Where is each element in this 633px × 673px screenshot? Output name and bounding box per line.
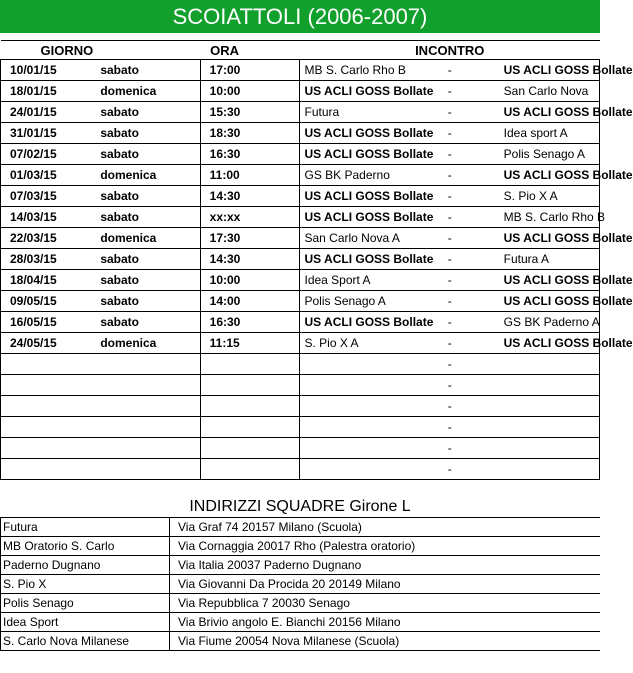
match-time [200,459,300,480]
match-date [1,375,101,396]
match-date: 24/01/15 [1,102,101,123]
match-time [200,354,300,375]
match-separator: - [400,291,500,312]
match-date [1,438,101,459]
schedule-table [0,40,633,480]
match-date: 31/01/15 [1,123,101,144]
match-away-team: Idea sport A [500,123,600,144]
match-home-team [300,354,400,375]
match-separator: - [400,228,500,249]
match-row [1,144,600,165]
header-giorno: GIORNO [1,41,201,60]
match-separator: - [400,207,500,228]
match-separator: - [400,186,500,207]
match-row [1,102,600,123]
address-row [1,575,601,594]
match-time: 11:15 [200,333,300,354]
match-day: sabato [100,312,200,333]
match-time [200,438,300,459]
match-home-team: US ACLI GOSS Bollate [300,312,400,333]
match-day: domenica [100,81,200,102]
match-time: xx:xx [200,207,300,228]
match-date: 14/03/15 [1,207,101,228]
match-date: 22/03/15 [1,228,101,249]
match-date [1,354,101,375]
match-time: 14:30 [200,186,300,207]
address-team: S. Pio X [1,575,170,594]
match-day: domenica [100,228,200,249]
match-separator: - [400,333,500,354]
header-ora: ORA [200,41,300,60]
match-time: 16:30 [200,312,300,333]
match-date [1,459,101,480]
match-away-team [500,396,600,417]
match-day: sabato [100,207,200,228]
address-value: Via Fiume 20054 Nova Milanese (Scuola) [170,632,601,651]
match-separator: - [400,459,500,480]
match-home-team: US ACLI GOSS Bollate [300,207,400,228]
match-row [1,438,600,459]
match-away-team: US ACLI GOSS Bollate [500,333,600,354]
match-time: 14:30 [200,249,300,270]
match-time: 15:30 [200,102,300,123]
address-row [1,537,601,556]
match-away-team [500,375,600,396]
match-day: sabato [100,144,200,165]
match-row [1,333,600,354]
match-home-team [300,459,400,480]
match-home-team: Idea Sport A [300,270,400,291]
match-separator: - [400,144,500,165]
match-separator: - [400,123,500,144]
match-away-team [500,417,600,438]
match-row [1,291,600,312]
addresses-table [0,517,600,651]
match-away-team: San Carlo Nova [500,81,600,102]
address-value: Via Cornaggia 20017 Rho (Palestra oratorio) [170,537,601,556]
match-day [100,396,200,417]
match-home-team: Polis Senago A [300,291,400,312]
match-away-team: MB S. Carlo Rho B [500,207,600,228]
match-row [1,60,600,81]
match-separator: - [400,165,500,186]
match-home-team: US ACLI GOSS Bollate [300,186,400,207]
match-day [100,375,200,396]
match-home-team [300,375,400,396]
match-home-team: US ACLI GOSS Bollate [300,81,400,102]
match-home-team: US ACLI GOSS Bollate [300,123,400,144]
match-day: sabato [100,123,200,144]
match-date [1,396,101,417]
match-time: 14:00 [200,291,300,312]
match-separator: - [400,312,500,333]
match-day: sabato [100,249,200,270]
match-time: 16:30 [200,144,300,165]
match-separator: - [400,102,500,123]
match-row [1,270,600,291]
match-separator: - [400,417,500,438]
match-separator: - [400,438,500,459]
match-home-team: Futura [300,102,400,123]
match-away-team: US ACLI GOSS Bollate [500,60,600,81]
match-date: 09/05/15 [1,291,101,312]
match-date: 24/05/15 [1,333,101,354]
match-row [1,123,600,144]
match-row [1,186,600,207]
address-value: Via Italia 20037 Paderno Dugnano [170,556,601,575]
match-home-team: MB S. Carlo Rho B [300,60,400,81]
address-value: Via Giovanni Da Procida 20 20149 Milano [170,575,601,594]
match-away-team: GS BK Paderno A [500,312,600,333]
match-row [1,81,600,102]
address-row [1,518,601,537]
match-day: sabato [100,102,200,123]
address-value: Via Graf 74 20157 Milano (Scuola) [170,518,601,537]
match-day [100,417,200,438]
match-row [1,249,600,270]
match-day: sabato [100,186,200,207]
match-day: sabato [100,270,200,291]
match-time: 10:00 [200,270,300,291]
match-date: 01/03/15 [1,165,101,186]
address-team: Polis Senago [1,594,170,613]
header-incontro: INCONTRO [300,41,600,60]
match-away-team: US ACLI GOSS Bollate [500,228,600,249]
match-away-team [500,354,600,375]
match-home-team [300,396,400,417]
match-day: sabato [100,291,200,312]
match-time: 11:00 [200,165,300,186]
match-time: 17:30 [200,228,300,249]
match-day: sabato [100,60,200,81]
match-date: 10/01/15 [1,60,101,81]
match-separator: - [400,81,500,102]
address-team: Paderno Dugnano [1,556,170,575]
match-away-team [500,438,600,459]
match-row [1,228,600,249]
match-date: 07/02/15 [1,144,101,165]
match-away-team: Futura A [500,249,600,270]
match-home-team: GS BK Paderno [300,165,400,186]
match-separator: - [400,249,500,270]
match-time [200,375,300,396]
match-separator: - [400,354,500,375]
match-away-team: US ACLI GOSS Bollate [500,291,600,312]
match-away-team: US ACLI GOSS Bollate [500,270,600,291]
match-away-team: Polis Senago A [500,144,600,165]
addresses-title: INDIRIZZI SQUADRE Girone L [189,498,411,515]
address-value: Via Brivio angolo E. Bianchi 20156 Milano [170,613,601,632]
match-time [200,417,300,438]
match-time: 18:30 [200,123,300,144]
address-row [1,556,601,575]
match-away-team [500,459,600,480]
match-row [1,375,600,396]
match-day [100,438,200,459]
match-date [1,417,101,438]
match-date: 18/04/15 [1,270,101,291]
match-row [1,165,600,186]
match-date: 16/05/15 [1,312,101,333]
page-title: SCOIATTOLI (2006-2007) [0,0,600,33]
match-day [100,354,200,375]
match-home-team: US ACLI GOSS Bollate [300,249,400,270]
address-row [1,632,601,651]
match-row [1,207,600,228]
match-away-team: US ACLI GOSS Bollate [500,102,600,123]
match-time [200,396,300,417]
address-value: Via Repubblica 7 20030 Senago [170,594,601,613]
match-home-team [300,438,400,459]
match-home-team: S. Pio X A [300,333,400,354]
match-time: 17:00 [200,60,300,81]
match-day: domenica [100,165,200,186]
match-row [1,396,600,417]
match-date: 07/03/15 [1,186,101,207]
match-away-team: S. Pio X A [500,186,600,207]
address-row [1,613,601,632]
match-away-team: US ACLI GOSS Bollate [500,165,600,186]
match-separator: - [400,270,500,291]
match-separator: - [400,375,500,396]
match-home-team: US ACLI GOSS Bollate [300,144,400,165]
schedule-header-row [1,41,600,60]
match-day: domenica [100,333,200,354]
address-row [1,594,601,613]
match-row [1,312,600,333]
match-separator: - [400,60,500,81]
match-date: 18/01/15 [1,81,101,102]
match-home-team [300,417,400,438]
match-separator: - [400,396,500,417]
match-day [100,459,200,480]
match-time: 10:00 [200,81,300,102]
match-row [1,459,600,480]
address-team: Futura [1,518,170,537]
match-row [1,354,600,375]
match-row [1,417,600,438]
address-team: S. Carlo Nova Milanese [1,632,170,651]
address-team: Idea Sport [1,613,170,632]
address-team: MB Oratorio S. Carlo [1,537,170,556]
match-home-team: San Carlo Nova A [300,228,400,249]
match-date: 28/03/15 [1,249,101,270]
